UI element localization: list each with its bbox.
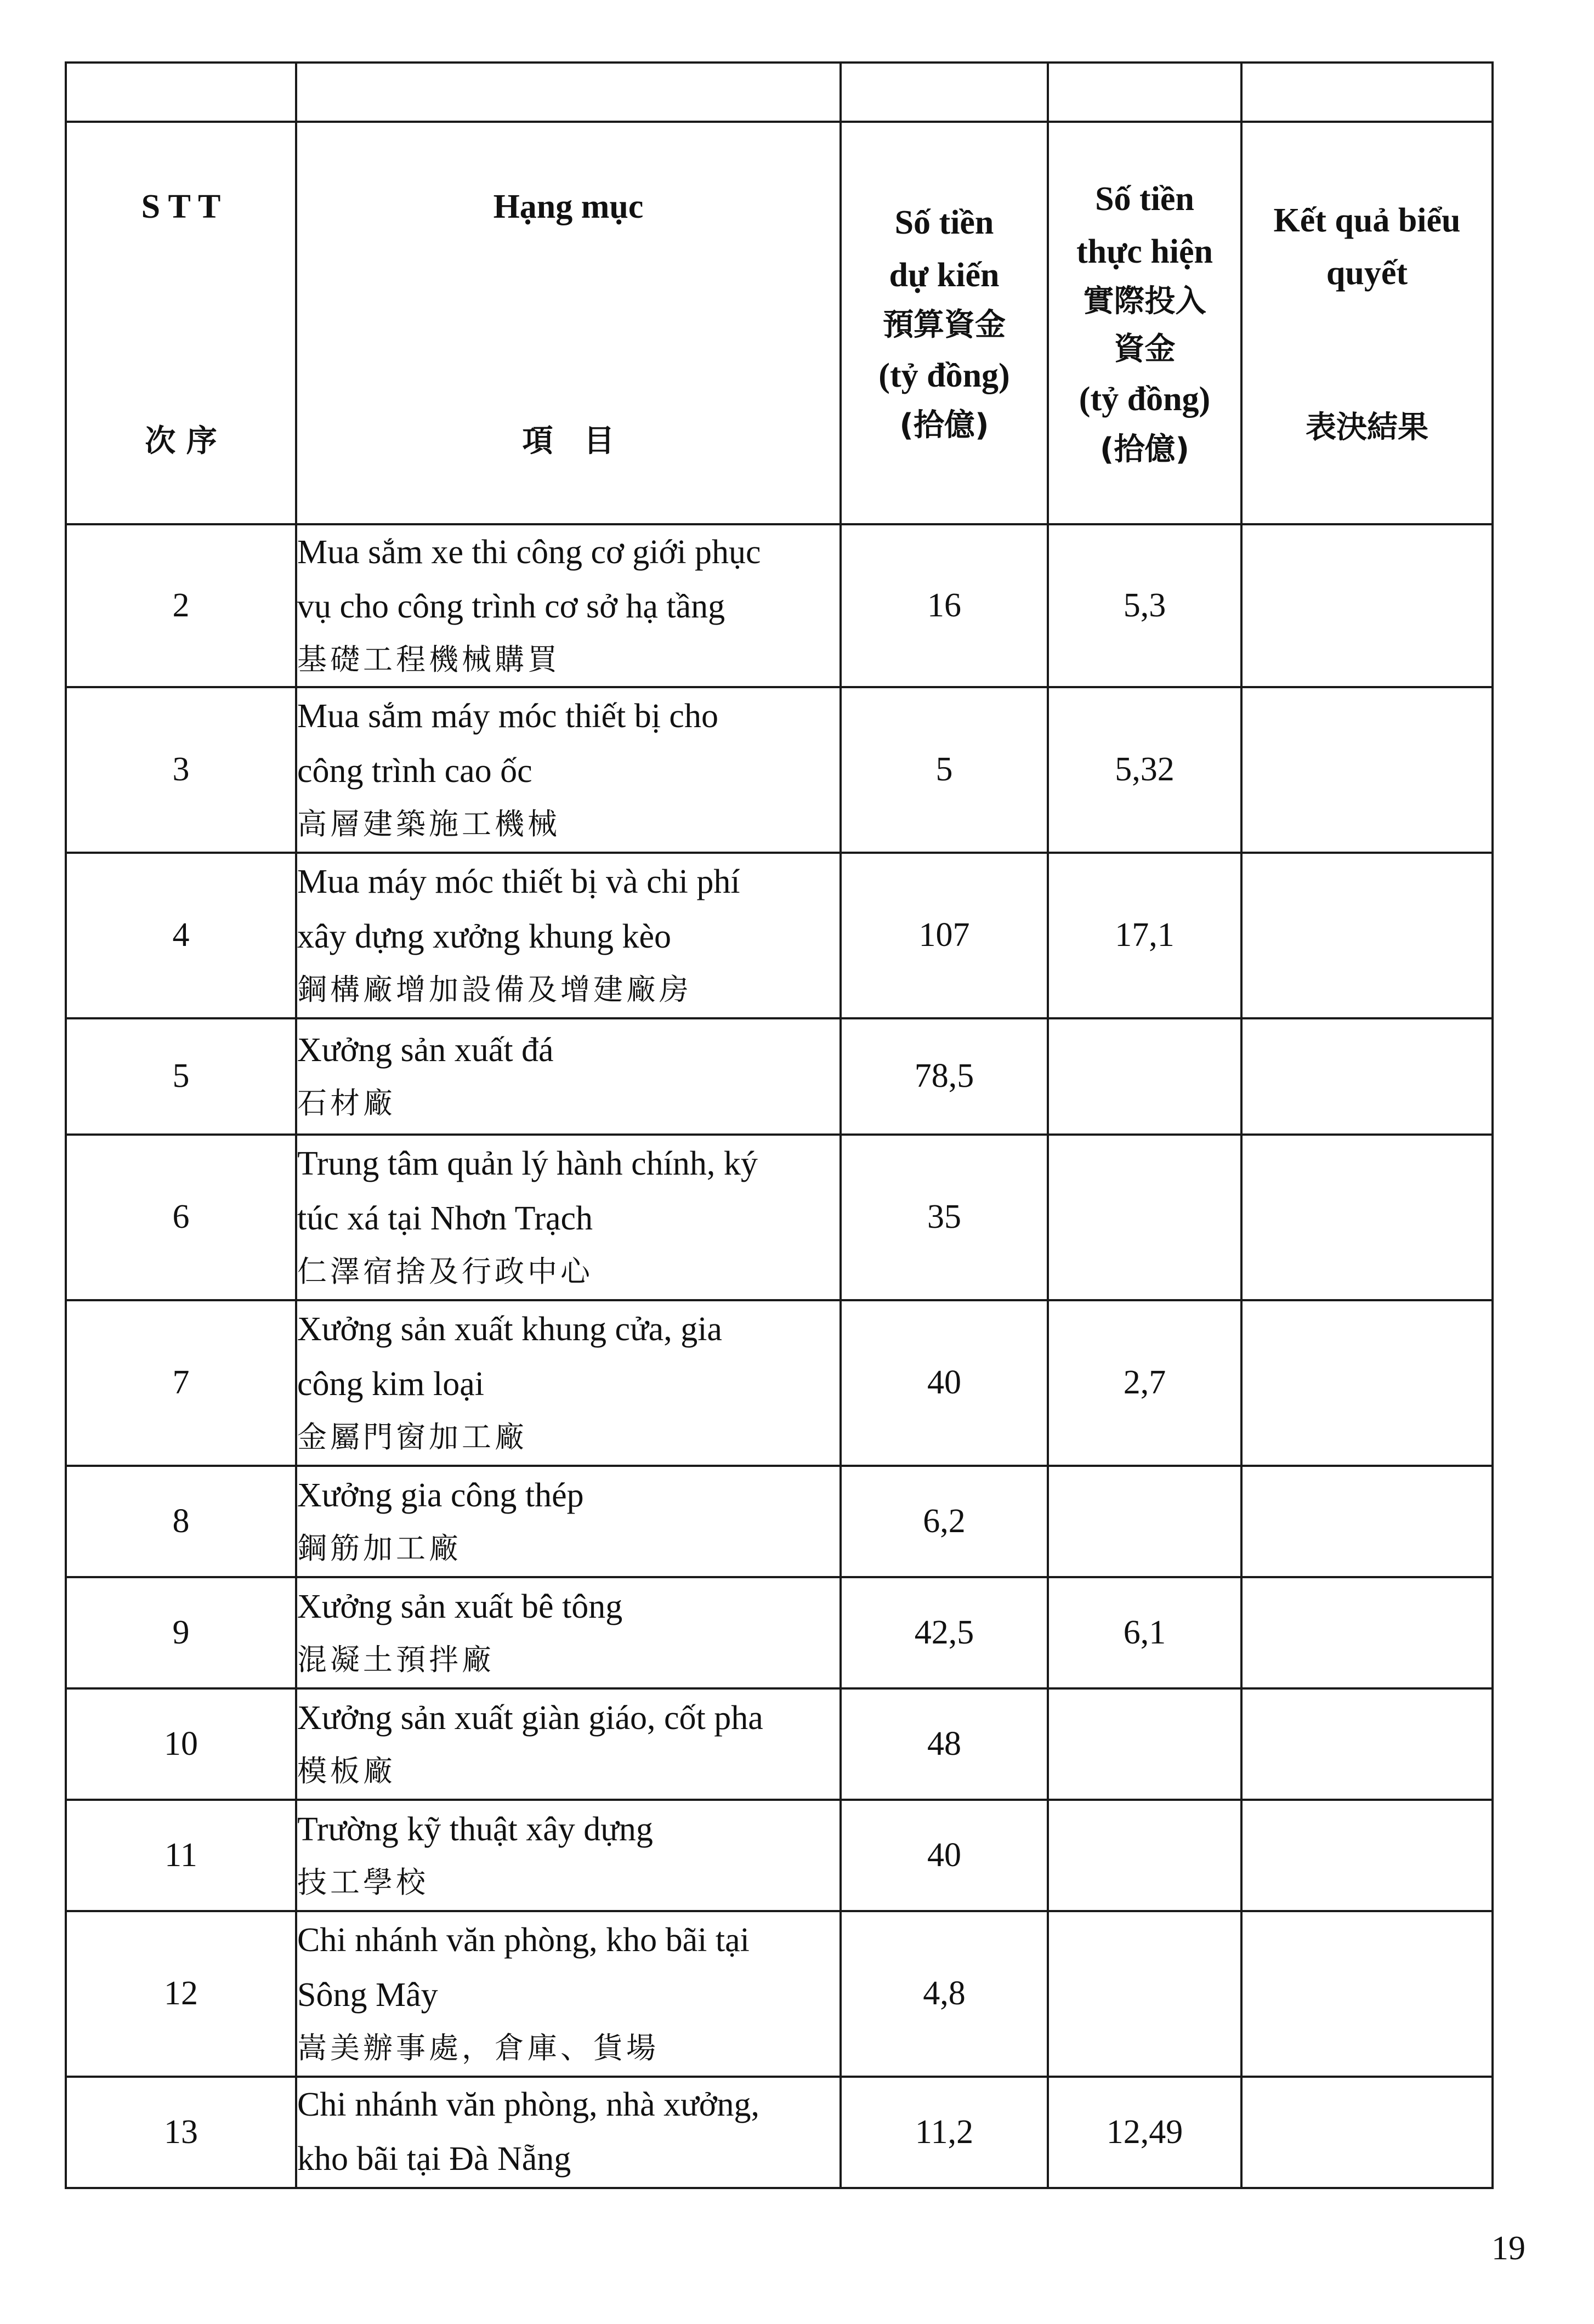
row-result — [1241, 853, 1493, 1018]
header-stt — [66, 122, 296, 524]
row-item-vi-line: xây dựng xưởng khung kèo — [297, 917, 672, 955]
row-item-vi-line: Chi nhánh văn phòng, nhà xưởng, — [297, 2086, 760, 2124]
row-item-vi-line: vụ cho công trình cơ sở hạ tầng — [297, 588, 725, 626]
row-stt: 13 — [66, 2077, 296, 2188]
row-item-zh: 技工學校 — [297, 1864, 429, 1900]
row-result — [1241, 1688, 1493, 1800]
row-item-vi-line: Sông Mây — [297, 1976, 438, 2014]
row-item-zh: 石材廠 — [297, 1086, 396, 1121]
table-row — [66, 1135, 1493, 1300]
row-result — [1241, 1018, 1493, 1135]
row-item-vi-line: Mua sắm máy móc thiết bị cho — [297, 698, 718, 735]
row-item-zh: 基礎工程機械購買 — [297, 642, 560, 677]
header-actual-line-5: (tỷ đồng) — [1079, 381, 1211, 418]
row-item — [296, 687, 841, 853]
row-planned: 6,2 — [841, 1466, 1048, 1577]
header-planned-line-3: 預算資金 — [883, 307, 1006, 343]
row-item — [296, 2077, 841, 2188]
row-planned: 16 — [841, 524, 1048, 687]
row-actual — [1048, 1466, 1241, 1577]
row-item-vi-line: Xưởng sản xuất giàn giáo, cốt pha — [297, 1699, 763, 1737]
row-stt: 8 — [66, 1466, 296, 1577]
row-actual — [1048, 1800, 1241, 1911]
row-item-vi-line: công trình cao ốc — [297, 752, 532, 790]
table-row — [66, 524, 1493, 687]
row-planned: 4,8 — [841, 1911, 1048, 2077]
table-row — [66, 853, 1493, 1018]
header-item — [296, 122, 841, 524]
row-stt: 9 — [66, 1577, 296, 1688]
header-actual-line-1: Số tiền — [1095, 180, 1194, 218]
blank-top-row — [66, 63, 1493, 122]
row-planned: 107 — [841, 853, 1048, 1018]
table-row — [66, 2077, 1493, 2188]
row-result — [1241, 1577, 1493, 1688]
row-planned: 48 — [841, 1688, 1048, 1800]
header-planned-line-2: dự kiến — [889, 257, 1000, 294]
row-actual: 12,49 — [1048, 2077, 1241, 2188]
row-item-zh: 鋼構廠增加設備及增建廠房 — [297, 972, 692, 1007]
row-stt: 6 — [66, 1135, 296, 1300]
row-result — [1241, 2077, 1493, 2188]
row-item-vi-line: công kim loại — [297, 1365, 484, 1403]
row-stt: 5 — [66, 1018, 296, 1135]
row-item-vi-line: Mua sắm xe thi công cơ giới phục — [297, 534, 761, 571]
row-item-zh: 混凝土預拌廠 — [297, 1642, 495, 1677]
table-row — [66, 687, 1493, 853]
row-item — [296, 1688, 841, 1800]
header-actual-line-2: thực hiện — [1076, 233, 1213, 270]
row-planned: 40 — [841, 1300, 1048, 1466]
row-stt: 12 — [66, 1911, 296, 2077]
header-row — [66, 122, 1493, 524]
row-stt: 3 — [66, 687, 296, 853]
row-stt: 4 — [66, 853, 296, 1018]
row-item — [296, 1135, 841, 1300]
header-result-line-1: Kết quả biểu — [1273, 202, 1461, 239]
table-row — [66, 1300, 1493, 1466]
row-actual: 5,3 — [1048, 524, 1241, 687]
header-planned-line-1: Số tiền — [894, 204, 994, 242]
page-number: 19 — [1491, 2230, 1525, 2267]
row-item — [296, 1577, 841, 1688]
row-item-zh: 嵩美辦事處，倉庫、貨場 — [297, 2030, 659, 2065]
budget-table — [65, 61, 1494, 2189]
row-item-vi-line: Xưởng sản xuất đá — [297, 1031, 554, 1069]
row-result — [1241, 1300, 1493, 1466]
row-item-vi-line: Mua máy móc thiết bị và chi phí — [297, 863, 740, 901]
row-item-vi-line: túc xá tại Nhơn Trạch — [297, 1199, 593, 1237]
header-result-line-2: quyết — [1326, 254, 1408, 292]
row-item-vi-line: Xưởng sản xuất khung cửa, gia — [297, 1311, 722, 1348]
row-planned: 5 — [841, 687, 1048, 853]
row-stt: 7 — [66, 1300, 296, 1466]
header-actual-line-4: 資金 — [1114, 331, 1176, 367]
header-result-zh: 表決結果 — [1306, 410, 1428, 446]
row-item-vi-line: Xưởng sản xuất bê tông — [297, 1588, 623, 1625]
row-item-vi-line: Chi nhánh văn phòng, kho bãi tại — [297, 1921, 750, 1959]
row-actual — [1048, 1911, 1241, 2077]
table-row — [66, 1018, 1493, 1135]
row-result — [1241, 1135, 1493, 1300]
header-item-label: Hạng mục — [493, 188, 644, 225]
row-item-vi-line: Xưởng gia công thép — [297, 1476, 584, 1514]
table-row — [66, 1911, 1493, 2077]
row-actual — [1048, 1018, 1241, 1135]
row-item — [296, 1466, 841, 1577]
row-planned: 78,5 — [841, 1018, 1048, 1135]
header-actual — [1048, 122, 1241, 524]
row-planned: 40 — [841, 1800, 1048, 1911]
row-item — [296, 524, 841, 687]
table-row — [66, 1688, 1493, 1800]
header-item-zh: 項 目 — [522, 423, 615, 460]
row-actual: 5,32 — [1048, 687, 1241, 853]
header-stt-zh: 次 序 — [145, 423, 217, 460]
row-planned: 42,5 — [841, 1577, 1048, 1688]
table-row — [66, 1577, 1493, 1688]
row-result — [1241, 1466, 1493, 1577]
row-actual: 2,7 — [1048, 1300, 1241, 1466]
header-actual-line-3: 實際投入 — [1083, 283, 1206, 319]
table-row — [66, 1800, 1493, 1911]
row-item-zh: 鋼筋加工廠 — [297, 1531, 462, 1566]
row-item — [296, 1800, 841, 1911]
row-stt: 11 — [66, 1800, 296, 1911]
row-stt: 2 — [66, 524, 296, 687]
row-item-zh: 模板廠 — [297, 1753, 396, 1788]
header-actual-line-6: (拾億) — [1099, 431, 1190, 467]
row-result — [1241, 1800, 1493, 1911]
row-item-zh: 金屬門窗加工廠 — [297, 1419, 527, 1454]
header-planned-line-4: (tỷ đồng) — [878, 357, 1010, 395]
header-result — [1241, 122, 1493, 524]
table-row — [66, 1466, 1493, 1577]
row-actual: 6,1 — [1048, 1577, 1241, 1688]
row-actual — [1048, 1135, 1241, 1300]
row-planned: 35 — [841, 1135, 1048, 1300]
row-item-vi-line: Trung tâm quản lý hành chính, ký — [297, 1145, 758, 1183]
row-result — [1241, 524, 1493, 687]
row-item — [296, 1018, 841, 1135]
row-actual — [1048, 1688, 1241, 1800]
row-item — [296, 853, 841, 1018]
row-item — [296, 1911, 841, 2077]
row-item-vi-line: kho bãi tại Đà Nẵng — [297, 2140, 571, 2178]
row-item-vi-line: Trường kỹ thuật xây dựng — [297, 1810, 653, 1848]
header-stt-label: S T T — [141, 188, 221, 225]
row-result — [1241, 1911, 1493, 2077]
row-item — [296, 1300, 841, 1466]
row-planned: 11,2 — [841, 2077, 1048, 2188]
header-planned-line-5: (拾億) — [899, 407, 989, 444]
row-stt: 10 — [66, 1688, 296, 1800]
row-actual: 17,1 — [1048, 853, 1241, 1018]
row-result — [1241, 687, 1493, 853]
row-item-zh: 仁澤宿捨及行政中心 — [297, 1254, 593, 1289]
row-item-zh: 高層建築施工機械 — [297, 806, 560, 841]
header-planned — [841, 122, 1048, 524]
